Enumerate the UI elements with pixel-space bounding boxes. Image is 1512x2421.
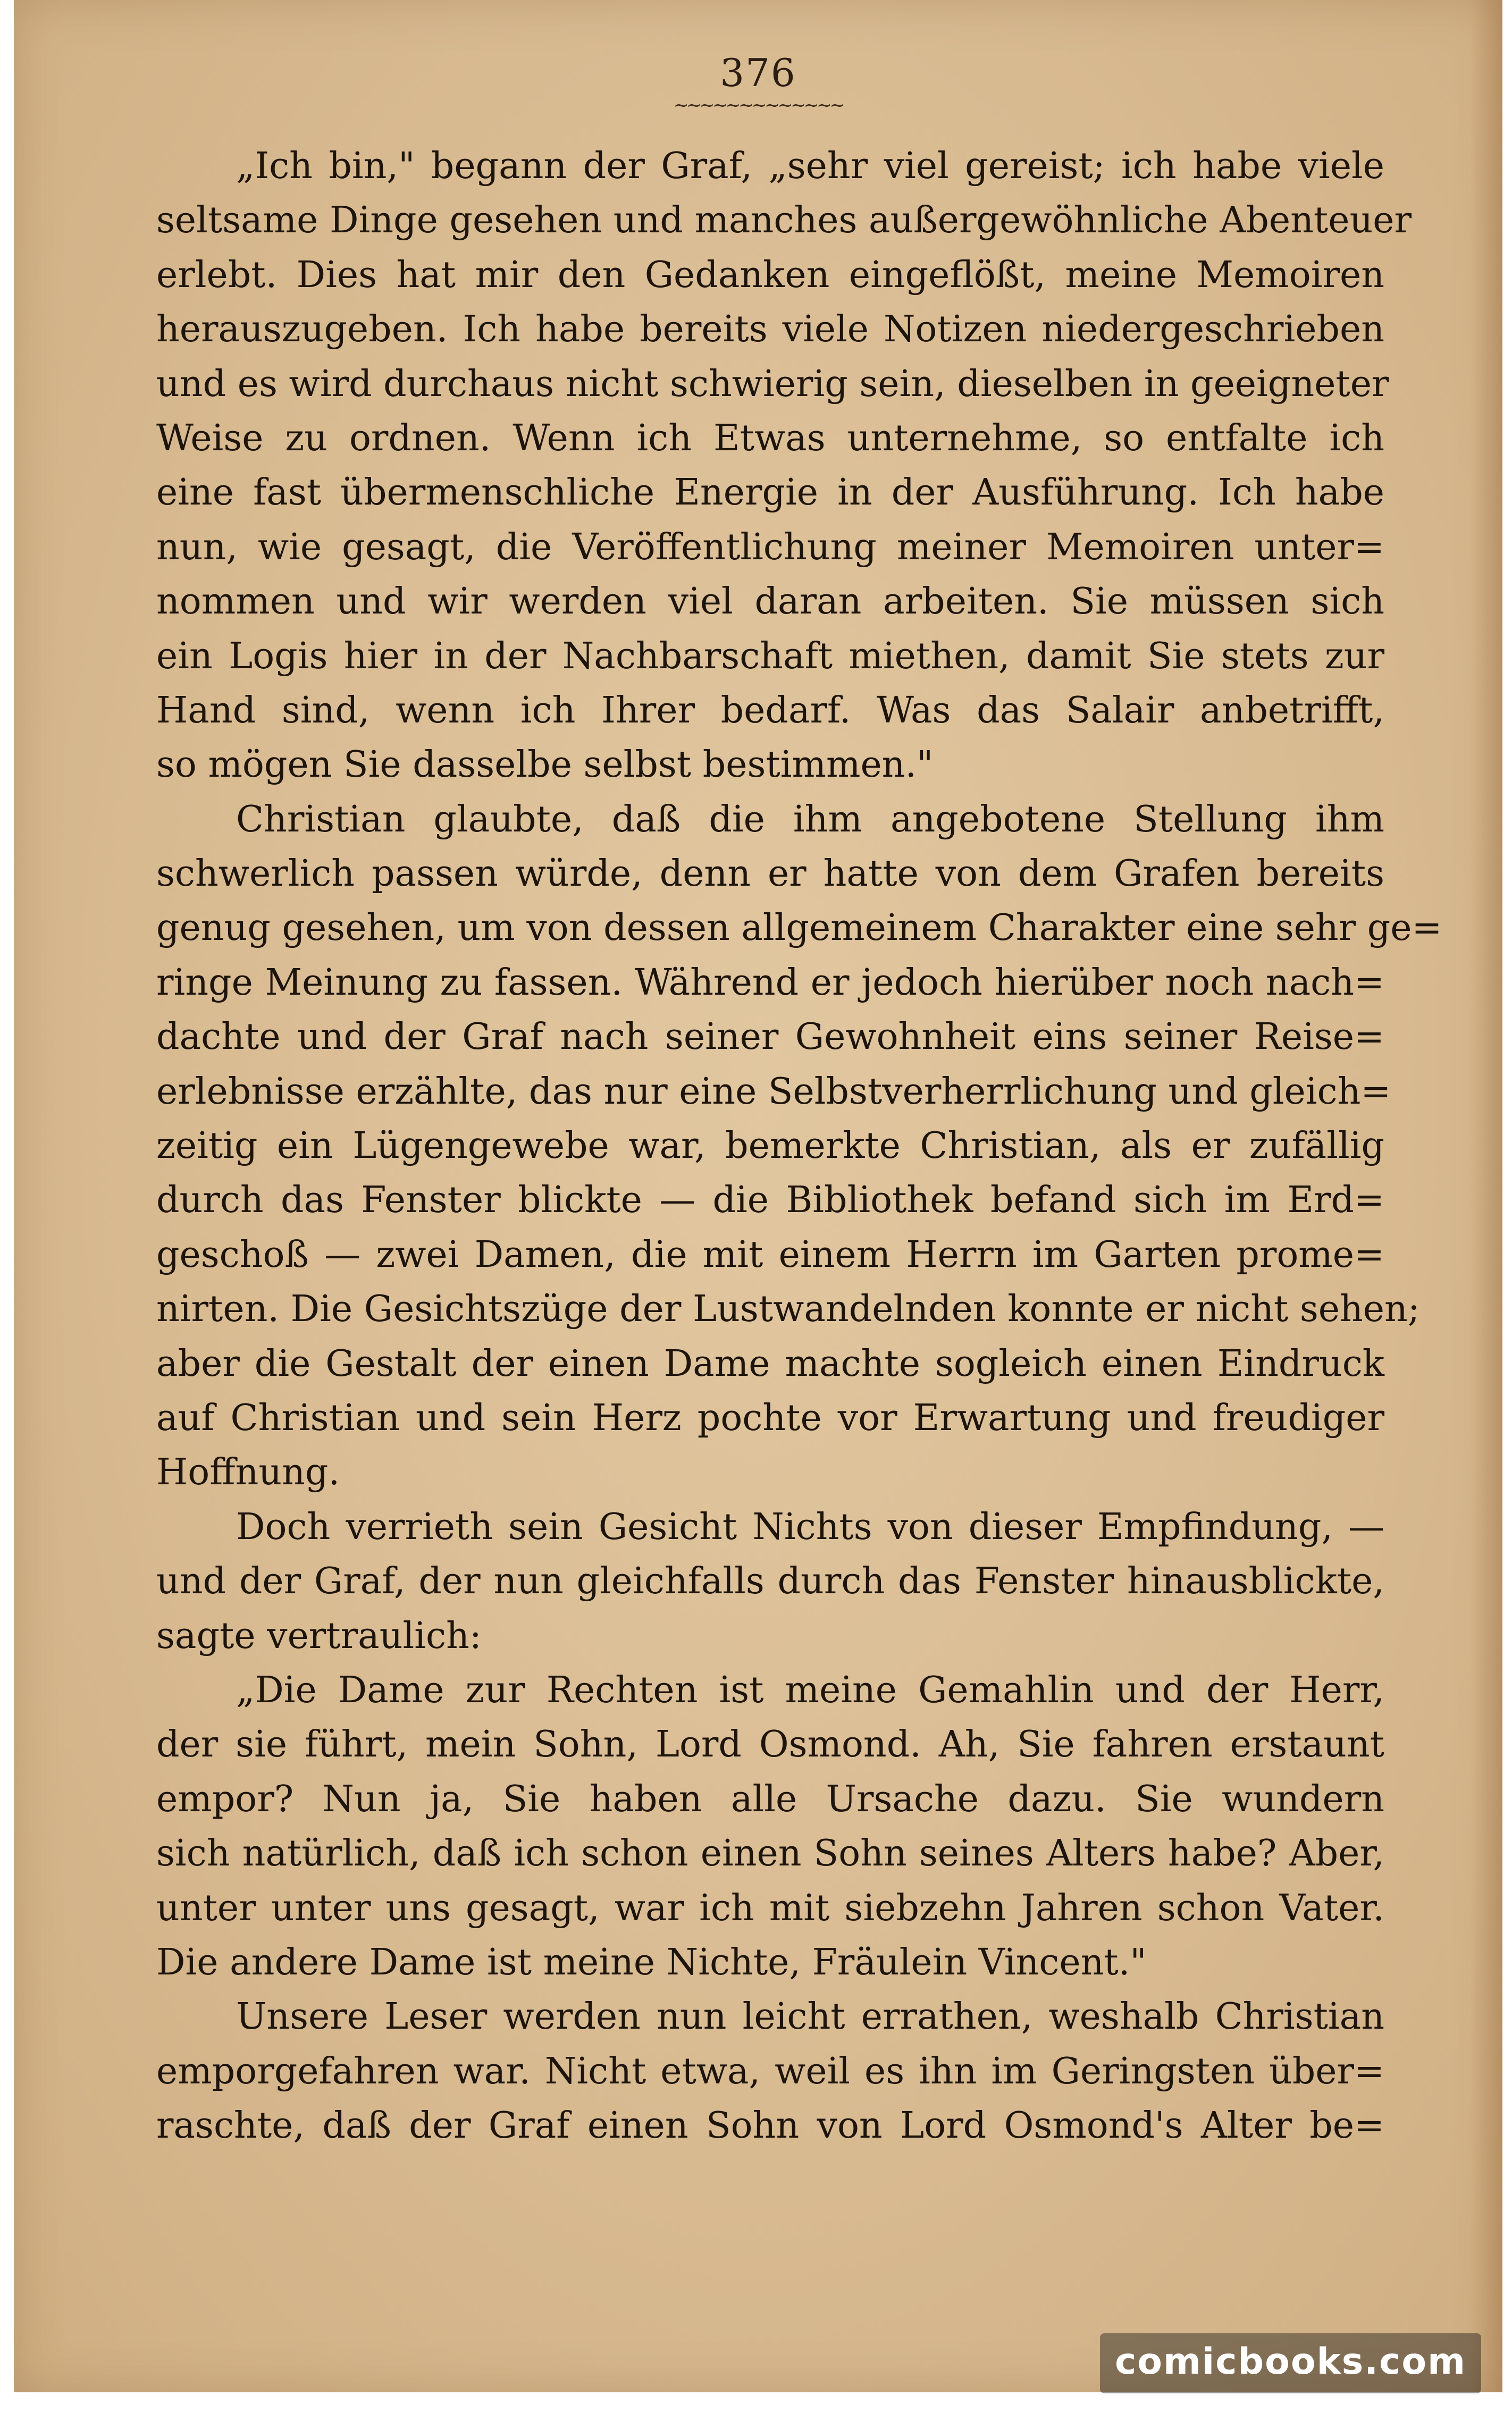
text-line: Hand sind, wenn ich Ihrer bedarf. Was das Salair anbetrifft, [156,689,1384,732]
body-text [156,139,1442,2153]
text-line: Christian glaubte, daß die ihm angebotene Stellung ihm [236,798,1384,840]
text-line: ringe Meinung zu fassen. Während er jedoch hierüber noch nach= [156,961,1384,1004]
text-line: sagte vertraulich: [156,1615,482,1657]
text-line: sich natürlich, daß ich schon einen Sohn seines Alters habe? Aber, [156,1832,1384,1875]
page-number: 376 [720,51,796,95]
text-line: erlebt. Dies hat mir den Gedanken eingeflößt, meine Memoiren [156,254,1384,296]
text-line: emporgefahren war. Nicht etwa, weil es ihn im Geringsten über= [156,2050,1384,2092]
text-line: Doch verrieth sein Gesicht Nichts von dieser Empfindung, — [236,1506,1384,1548]
text-line: „Die Dame zur Rechten ist meine Gemahlin und der Herr, [236,1669,1384,1711]
text-line: unter unter uns gesagt, war ich mit siebzehn Jahren schon Vater. [156,1887,1384,1929]
text-line: durch das Fenster blickte — die Bibliothek befand sich im Erd= [156,1179,1384,1222]
text-line: dachte und der Graf nach seiner Gewohnheit eins seiner Reise= [156,1016,1384,1058]
text-line: „Ich bin," begann der Graf, „sehr viel gereist; ich habe viele [236,145,1384,187]
site-watermark: comicbooks.com [1100,2333,1481,2393]
header-ornament: ~~~~~~~~~~~~~ [673,95,843,116]
text-line: seltsame Dinge gesehen und manches außergewöhnliche Abenteuer [156,199,1412,242]
text-line: nun, wie gesagt, die Veröffentlichung meiner Memoiren unter= [156,526,1384,568]
text-line: raschte, daß der Graf einen Sohn von Lord Osmond's Alter be= [156,2105,1384,2147]
text-line: und es wird durchaus nicht schwierig sein, dieselben in geeigneter [156,363,1389,405]
text-line: geschoß — zwei Damen, die mit einem Herrn im Garten prome= [156,1233,1384,1276]
text-line: empor? Nun ja, Sie haben alle Ursache dazu. Sie wundern [156,1778,1384,1820]
text-line: eine fast übermenschliche Energie in der Ausführung. Ich habe [156,472,1384,514]
text-line: Unsere Leser werden nun leicht errathen, weshalb Christian [236,1996,1384,2038]
text-line: Die andere Dame ist meine Nichte, Fräulein Vincent." [156,1941,1147,1983]
text-line: so mögen Sie dasselbe selbst bestimmen." [156,744,934,786]
text-line: und der Graf, der nun gleichfalls durch das Fenster hinausblickte, [156,1560,1384,1603]
page-edge-shadow [1471,0,1502,2392]
text-line: ein Logis hier in der Nachbarschaft miethen, damit Sie stets zur [156,635,1384,677]
text-line: aber die Gestalt der einen Dame machte sogleich einen Eindruck [156,1342,1384,1385]
text-line: schwerlich passen würde, denn er hatte von dem Grafen bereits [156,853,1384,895]
text-line: nommen und wir werden viel daran arbeiten. Sie müssen sich [156,581,1384,623]
text-line: zeitig ein Lügengewebe war, bemerkte Christian, als er zufällig [156,1125,1384,1167]
text-line: nirten. Die Gesichtszüge der Lustwandelnden konnte er nicht sehen; [156,1288,1420,1331]
text-line: Weise zu ordnen. Wenn ich Etwas unternehme, so entfalte ich [156,417,1384,459]
text-line: herauszugeben. Ich habe bereits viele Notizen niedergeschrieben [156,308,1384,351]
text-line: auf Christian und sein Herz pochte vor Erwartung und freudiger [156,1397,1384,1439]
text-line: erlebnisse erzählte, das nur eine Selbstverherrlichung und gleich= [156,1070,1391,1113]
text-line: der sie führt, mein Sohn, Lord Osmond. Ah, Sie fahren erstaunt [156,1724,1384,1766]
text-line: genug gesehen, um von dessen allgemeinem Charakter eine sehr ge= [156,907,1442,949]
text-line: Hoffnung. [156,1451,340,1494]
book-page [14,0,1502,2392]
